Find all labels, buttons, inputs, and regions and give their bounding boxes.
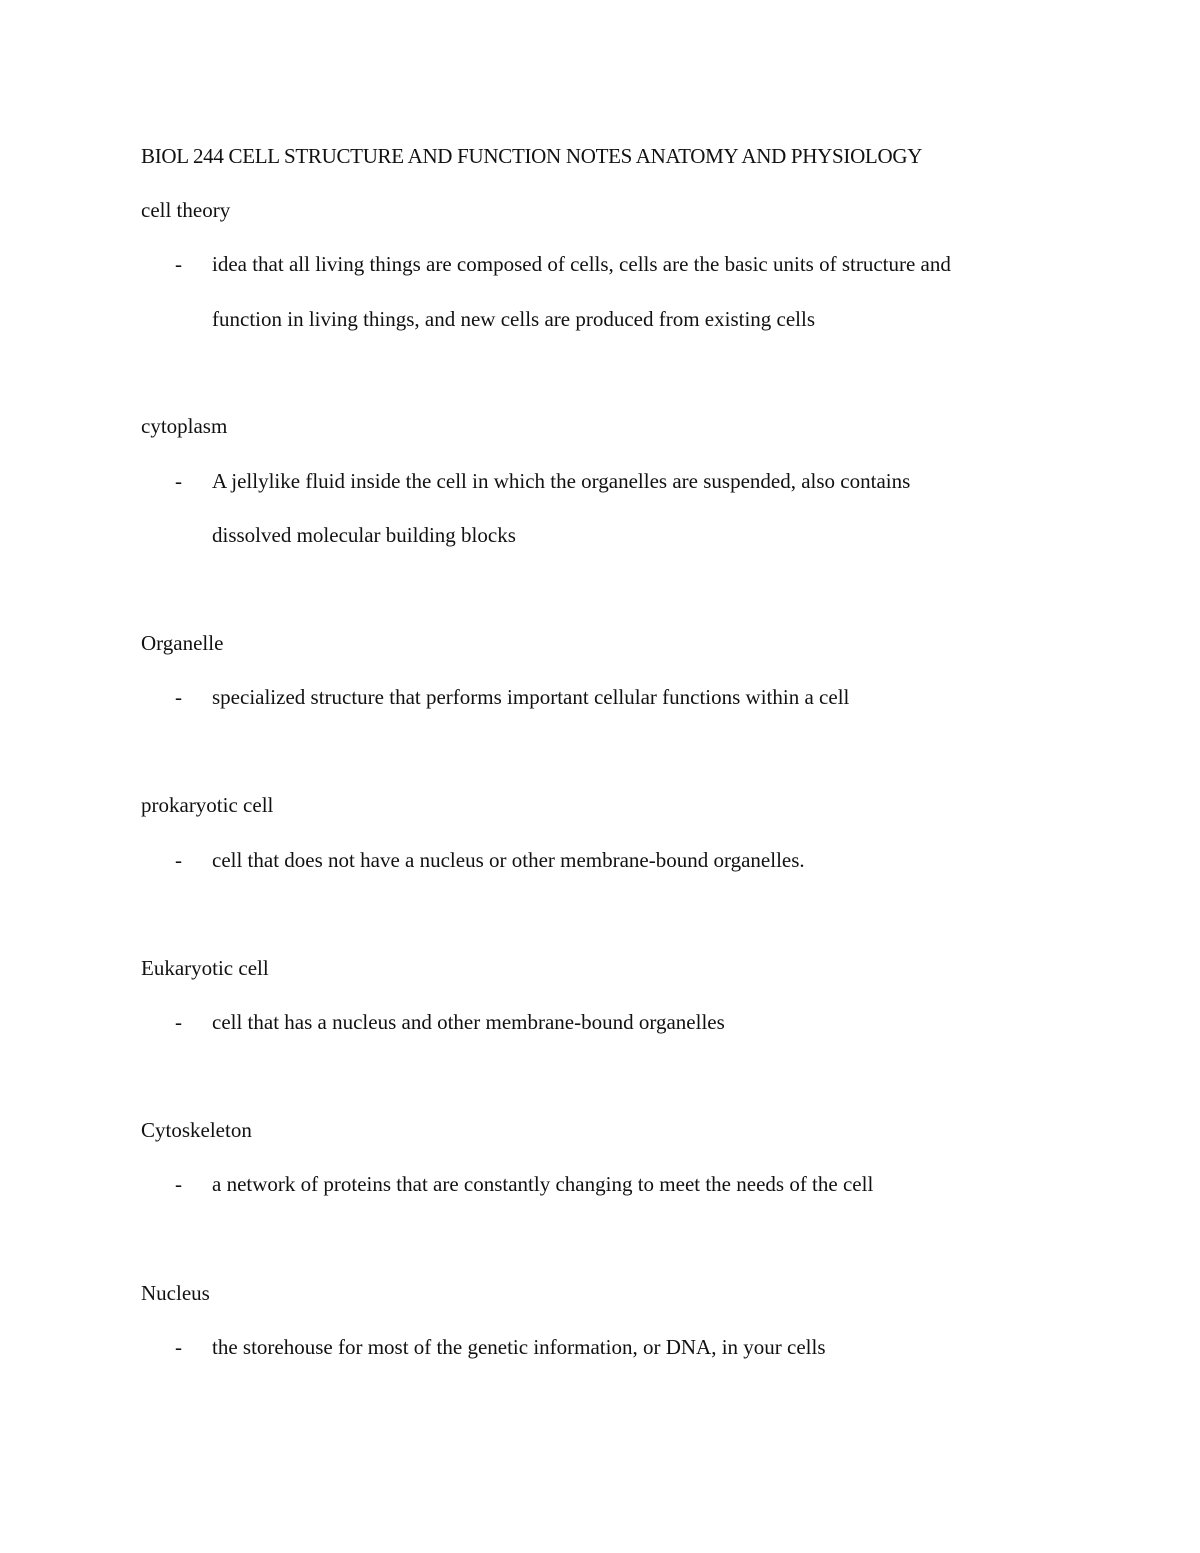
definition-line: function in living things, and new cells are produced from existing cells — [212, 307, 816, 331]
definition-line: dissolved molecular building blocks — [212, 523, 516, 547]
term-organelle: Organelle — [141, 631, 224, 655]
bullet-dash: - — [175, 1010, 182, 1034]
term-prokaryotic-cell: prokaryotic cell — [141, 793, 274, 817]
term-eukaryotic-cell: Eukaryotic cell — [141, 956, 269, 980]
term-cytoplasm: cytoplasm — [141, 414, 228, 438]
term-nucleus: Nucleus — [141, 1281, 210, 1305]
bullet-dash: - — [175, 252, 182, 276]
document-title: BIOL 244 CELL STRUCTURE AND FUNCTION NOTES ANATOMY AND PHYSIOLOGY — [141, 144, 923, 168]
term-cytoskeleton: Cytoskeleton — [141, 1118, 252, 1142]
definition-line: specialized structure that performs important cellular functions within a cell — [212, 685, 850, 709]
bullet-dash: - — [175, 1172, 182, 1196]
bullet-dash: - — [175, 685, 182, 709]
bullet-dash: - — [175, 469, 182, 493]
definition-line: A jellylike fluid inside the cell in which the organelles are suspended, also contains — [212, 469, 911, 493]
definition-line: cell that does not have a nucleus or other membrane-bound organelles. — [212, 848, 805, 872]
definition-line: the storehouse for most of the genetic information, or DNA, in your cells — [212, 1335, 826, 1359]
definition-line: a network of proteins that are constantly changing to meet the needs of the cell — [212, 1172, 874, 1196]
bullet-dash: - — [175, 1335, 182, 1359]
definition-line: idea that all living things are composed of cells, cells are the basic units of structure and — [212, 252, 951, 276]
definition-line: cell that has a nucleus and other membrane-bound organelles — [212, 1010, 725, 1034]
bullet-dash: - — [175, 848, 182, 872]
term-cell-theory: cell theory — [141, 198, 231, 222]
